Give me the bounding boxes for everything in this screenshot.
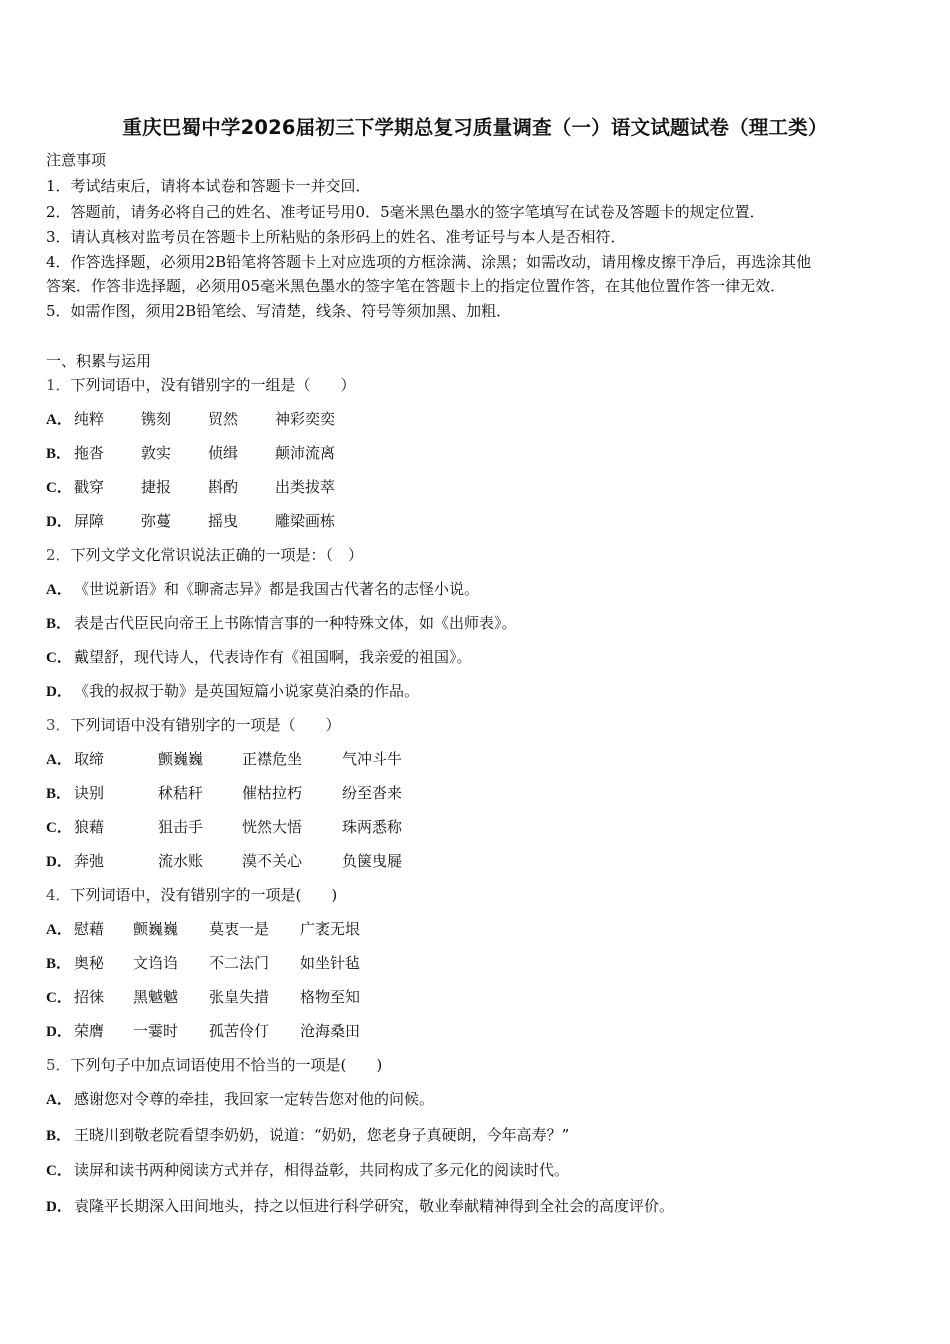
option-word: 格物至知 bbox=[300, 988, 361, 1006]
option-text: 表是古代臣民向帝王上书陈情言事的一种特殊文体，如《出师表》。 bbox=[74, 614, 517, 632]
option-letter: D． bbox=[46, 854, 72, 870]
option-word: 催枯拉朽 bbox=[242, 784, 303, 802]
option-letter: B． bbox=[46, 786, 72, 802]
option-letter: A． bbox=[46, 582, 72, 598]
q5-option-d[interactable] bbox=[46, 1196, 674, 1217]
option-word: 捷报 bbox=[141, 478, 172, 496]
option-letter: B． bbox=[46, 956, 72, 972]
q5-option-c[interactable] bbox=[46, 1160, 569, 1181]
option-word: 摇曳 bbox=[208, 512, 239, 530]
option-letter: D． bbox=[46, 514, 72, 530]
option-letter: C． bbox=[46, 820, 72, 836]
option-word: 沧海桑田 bbox=[300, 1022, 361, 1040]
notice-item: 5．如需作图，须用2B铅笔绘、写清楚，线条、符号等须加黑、加粗． bbox=[46, 302, 512, 320]
option-word: 颤巍巍 bbox=[133, 920, 179, 938]
option-word: 张皇失措 bbox=[209, 988, 270, 1006]
question-3-stem bbox=[46, 715, 341, 735]
question-1-stem bbox=[46, 375, 356, 395]
option-text: 戴望舒，现代诗人，代表诗作有《祖国啊，我亲爱的祖国》。 bbox=[74, 648, 472, 666]
q1-option-d[interactable] bbox=[46, 511, 335, 532]
option-letter: C． bbox=[46, 990, 72, 1006]
option-word: 招徕 bbox=[74, 988, 105, 1006]
option-word: 弥蔓 bbox=[141, 512, 172, 530]
q4-option-b[interactable] bbox=[46, 953, 360, 974]
option-word: 一霎时 bbox=[133, 1022, 179, 1040]
option-word: 取缔 bbox=[74, 750, 105, 768]
option-word: 纷至沓来 bbox=[342, 784, 403, 802]
option-word: 秫秸秆 bbox=[158, 784, 204, 802]
option-letter: C． bbox=[46, 480, 72, 496]
option-word: 如坐针毡 bbox=[300, 954, 361, 972]
option-word: 广袤无垠 bbox=[300, 920, 361, 938]
q5-option-a[interactable] bbox=[46, 1089, 434, 1110]
option-text: 袁隆平长期深入田间地头，持之以恒进行科学研究，敬业奉献精神得到全社会的高度评价。 bbox=[74, 1197, 675, 1215]
q3-option-b[interactable] bbox=[46, 783, 402, 804]
option-word: 正襟危坐 bbox=[242, 750, 303, 768]
option-word: 奥秘 bbox=[74, 954, 105, 972]
q3-option-a[interactable] bbox=[46, 749, 402, 770]
option-letter: D． bbox=[46, 1199, 72, 1215]
option-word: 气冲斗牛 bbox=[342, 750, 403, 768]
option-word: 贸然 bbox=[208, 410, 239, 428]
option-word: 敦实 bbox=[141, 444, 172, 462]
option-word: 出类拔萃 bbox=[275, 478, 336, 496]
option-letter: D． bbox=[46, 1024, 72, 1040]
question-number: 2． bbox=[46, 546, 71, 564]
option-word: 镌刻 bbox=[141, 410, 172, 428]
question-text: 下列词语中没有错别字的一项是（ ） bbox=[70, 716, 341, 734]
notice-item: 3．请认真核对监考员在答题卡上所粘贴的条形码上的姓名、准考证号与本人是否相符． bbox=[46, 228, 626, 246]
option-letter: A． bbox=[46, 412, 72, 428]
q1-option-a[interactable] bbox=[46, 409, 335, 430]
option-text: 王晓川到敬老院看望李奶奶，说道：“奶奶，您老身子真硬朗，今年高寿？” bbox=[74, 1126, 570, 1144]
option-word: 侦缉 bbox=[208, 444, 239, 462]
option-letter: D． bbox=[46, 684, 72, 700]
q2-option-d[interactable] bbox=[46, 681, 419, 702]
option-word: 流水账 bbox=[158, 852, 204, 870]
option-word: 负箧曳屣 bbox=[342, 852, 403, 870]
notice-heading: 注意事项 bbox=[46, 151, 107, 169]
q3-option-c[interactable] bbox=[46, 817, 402, 838]
option-letter: B． bbox=[46, 616, 72, 632]
q5-option-b[interactable] bbox=[46, 1125, 569, 1146]
q4-option-c[interactable] bbox=[46, 987, 360, 1008]
question-number: 1． bbox=[46, 376, 71, 394]
question-text: 下列词语中，没有错别字的一项是( ) bbox=[70, 886, 338, 904]
option-text: 感谢您对令尊的牵挂，我回家一定转告您对他的问候。 bbox=[74, 1090, 435, 1108]
q1-option-c[interactable] bbox=[46, 477, 335, 498]
notice-item: 4．作答选择题，必须用2B铅笔将答题卡上对应选项的方框涂满、涂黑；如需改动，请用橡皮擦干净后，再选涂其他 bbox=[46, 253, 812, 271]
q4-option-a[interactable] bbox=[46, 919, 360, 940]
option-word: 斟酌 bbox=[208, 478, 239, 496]
question-number: 3． bbox=[46, 716, 71, 734]
option-letter: C． bbox=[46, 650, 72, 666]
question-number: 4． bbox=[46, 886, 71, 904]
q2-option-a[interactable] bbox=[46, 579, 479, 600]
exam-title: 重庆巴蜀中学2026届初三下学期总复习质量调查（一）语文试题试卷（理工类） bbox=[122, 116, 828, 139]
option-word: 神彩奕奕 bbox=[275, 410, 336, 428]
question-text: 下列句子中加点词语使用不恰当的一项是( ) bbox=[70, 1056, 383, 1074]
option-text: 《世说新语》和《聊斋志异》都是我国古代著名的志怪小说。 bbox=[74, 580, 480, 598]
question-number: 5． bbox=[46, 1056, 71, 1074]
option-word: 莫衷一是 bbox=[209, 920, 270, 938]
option-word: 拖沓 bbox=[74, 444, 105, 462]
option-word: 荣膺 bbox=[74, 1022, 105, 1040]
option-word: 珠两悉称 bbox=[342, 818, 403, 836]
q2-option-c[interactable] bbox=[46, 647, 472, 668]
option-word: 漠不关心 bbox=[242, 852, 303, 870]
option-text: 《我的叔叔于勒》是英国短篇小说家莫泊桑的作品。 bbox=[74, 682, 420, 700]
section-heading: 一、积累与运用 bbox=[46, 352, 152, 370]
option-word: 戳穿 bbox=[74, 478, 105, 496]
question-text: 下列词语中，没有错别字的一组是（ ） bbox=[70, 376, 356, 394]
option-word: 颤巍巍 bbox=[158, 750, 204, 768]
option-text: 读屏和读书两种阅读方式并存，相得益彰，共同构成了多元化的阅读时代。 bbox=[74, 1161, 570, 1179]
option-letter: A． bbox=[46, 752, 72, 768]
option-word: 狙击手 bbox=[158, 818, 204, 836]
question-text: 下列文学文化常识说法正确的一项是：（ ） bbox=[70, 546, 364, 564]
question-2-stem bbox=[46, 545, 363, 565]
notice-item: 1．考试结束后，请将本试卷和答题卡一并交回． bbox=[46, 177, 371, 195]
option-word: 文诌诌 bbox=[133, 954, 179, 972]
option-word: 慰藉 bbox=[74, 920, 105, 938]
question-5-stem bbox=[46, 1055, 382, 1075]
notice-item: 2．答题前，请务必将自己的姓名、准考证号用0．5毫米黑色墨水的签字笔填写在试卷及答题卡的规定位置． bbox=[46, 203, 765, 221]
option-letter: A． bbox=[46, 922, 72, 938]
option-letter: B． bbox=[46, 446, 72, 462]
option-letter: A． bbox=[46, 1092, 72, 1108]
q3-option-d[interactable] bbox=[46, 851, 402, 872]
q2-option-b[interactable] bbox=[46, 613, 517, 634]
option-word: 纯粹 bbox=[74, 410, 105, 428]
option-word: 奔弛 bbox=[74, 852, 105, 870]
option-word: 颠沛流离 bbox=[275, 444, 336, 462]
option-word: 不二法门 bbox=[209, 954, 270, 972]
option-word: 诀别 bbox=[74, 784, 105, 802]
option-word: 狼藉 bbox=[74, 818, 105, 836]
option-word: 恍然大悟 bbox=[242, 818, 303, 836]
option-letter: B． bbox=[46, 1128, 72, 1144]
option-word: 黑魆魆 bbox=[133, 988, 179, 1006]
option-word: 屏障 bbox=[74, 512, 105, 530]
option-letter: C． bbox=[46, 1163, 72, 1179]
notice-item: 答案．作答非选择题，必须用05毫米黑色墨水的签字笔在答题卡上的指定位置作答，在其他位置作答一律无效． bbox=[46, 277, 786, 295]
q4-option-d[interactable] bbox=[46, 1021, 360, 1042]
option-word: 孤苦伶仃 bbox=[209, 1022, 270, 1040]
q1-option-b[interactable] bbox=[46, 443, 335, 464]
option-word: 雕梁画栋 bbox=[275, 512, 336, 530]
question-4-stem bbox=[46, 885, 337, 905]
